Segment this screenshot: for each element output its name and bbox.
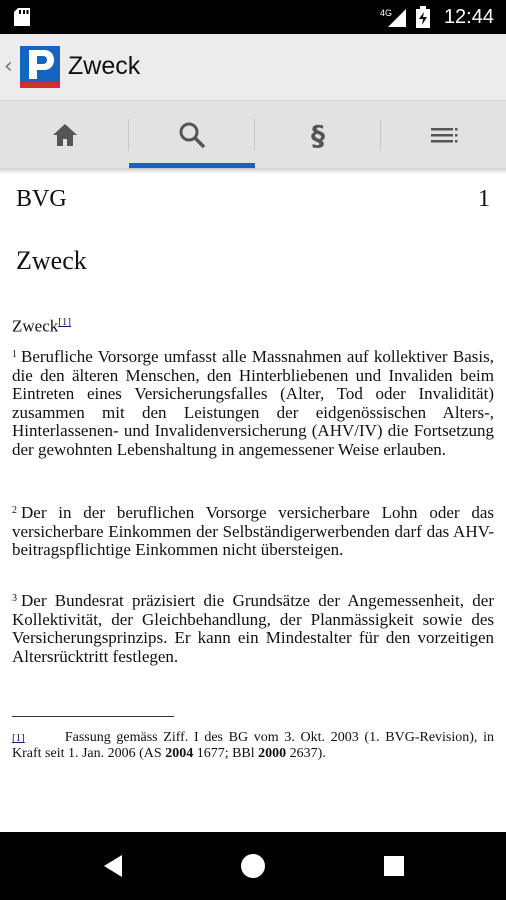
home-button-icon[interactable] (239, 852, 267, 880)
paragraph-number: 2 (12, 505, 17, 516)
document-content[interactable] (0, 174, 506, 832)
paragraph-1 (12, 348, 494, 459)
system-nav-bar (0, 832, 506, 900)
tab-paragraph[interactable] (255, 101, 381, 169)
footnote-as-page: 1677; BBl (193, 746, 259, 761)
tab-home[interactable] (2, 101, 128, 169)
list-menu-icon (429, 124, 459, 146)
battery-charging-icon (416, 6, 430, 28)
paragraph-number: 3 (12, 593, 17, 604)
article-number: 1 (478, 186, 490, 212)
article-title: Zweck (16, 246, 87, 275)
app-logo[interactable] (20, 46, 60, 88)
footnote-bbl-year: 2000 (258, 746, 287, 761)
recents-icon[interactable] (380, 852, 408, 880)
app-bar (0, 34, 506, 100)
section-heading-text: Zweck (12, 316, 59, 336)
home-icon (51, 122, 79, 148)
paragraph-icon: § (311, 118, 325, 152)
status-bar (0, 0, 506, 34)
tab-menu[interactable] (381, 101, 506, 169)
paragraph-text: Der in der beruflichen Vorsorge versicherbare Lohn oder das versicherbare Einkommen der Selbständigerwerbenden darf das AHV-beitragspflichtige Einkommen nicht übersteigen. (12, 503, 494, 559)
back-icon[interactable] (100, 852, 128, 880)
tab-search[interactable] (129, 101, 255, 169)
back-chevron-icon[interactable]: ‹ (4, 54, 13, 79)
footnote-bbl-page: 2637). (286, 746, 326, 761)
footnote (12, 730, 494, 761)
law-abbreviation: BVG (16, 186, 67, 212)
footnote-divider (12, 716, 174, 717)
sd-card-icon (14, 8, 30, 26)
paragraph-text: Der Bundesrat präzisiert die Grundsätze der Angemessenheit, der Kollektivität, der Gleichbehandlung, der Planmässigkeit sowie des Versicherungsprinzips. Er kann ein Mindestalter für den vorzeitigen Altersrücktritt festlegen. (12, 591, 494, 666)
paragraph-text: Berufliche Vorsorge umfasst alle Massnahmen auf kollektiver Basis, die den älteren Menschen, den Hinterbliebenen und Invaliden beim Eintreten eines Versicherungsfalles (Alter, Tod oder Invalidität) zusammen mit den Leistungen der eidgenössischen Alters-, Hinterlassenen- und Invalidenversicherung (AHV/IV) die Fortsetzung der gewohnten Lebenshaltung in angemessener Weise erlauben. (12, 347, 494, 459)
footnote-text: Fassung gemäss Ziff. I des BG vom 3. Okt. 2003 (1. BVG-Revision), in Kraft seit 1. Jan. 2006 (AS (12, 730, 494, 761)
footnote-ref[interactable]: [1] (12, 732, 25, 744)
clock: 12:44 (443, 5, 494, 28)
footnote-as-year: 2004 (165, 746, 194, 761)
footnote-link[interactable]: [1] (58, 316, 72, 328)
tab-bar (0, 100, 506, 169)
search-icon (178, 121, 206, 149)
section-heading (12, 316, 71, 337)
paragraph-2 (12, 504, 494, 560)
paragraph-number: 1 (12, 349, 17, 360)
page-title: Zweck (68, 52, 141, 80)
signal-4g-icon (380, 7, 408, 27)
article-header (16, 186, 490, 213)
paragraph-3 (12, 592, 494, 666)
svg-text:4G: 4G (379, 8, 392, 18)
